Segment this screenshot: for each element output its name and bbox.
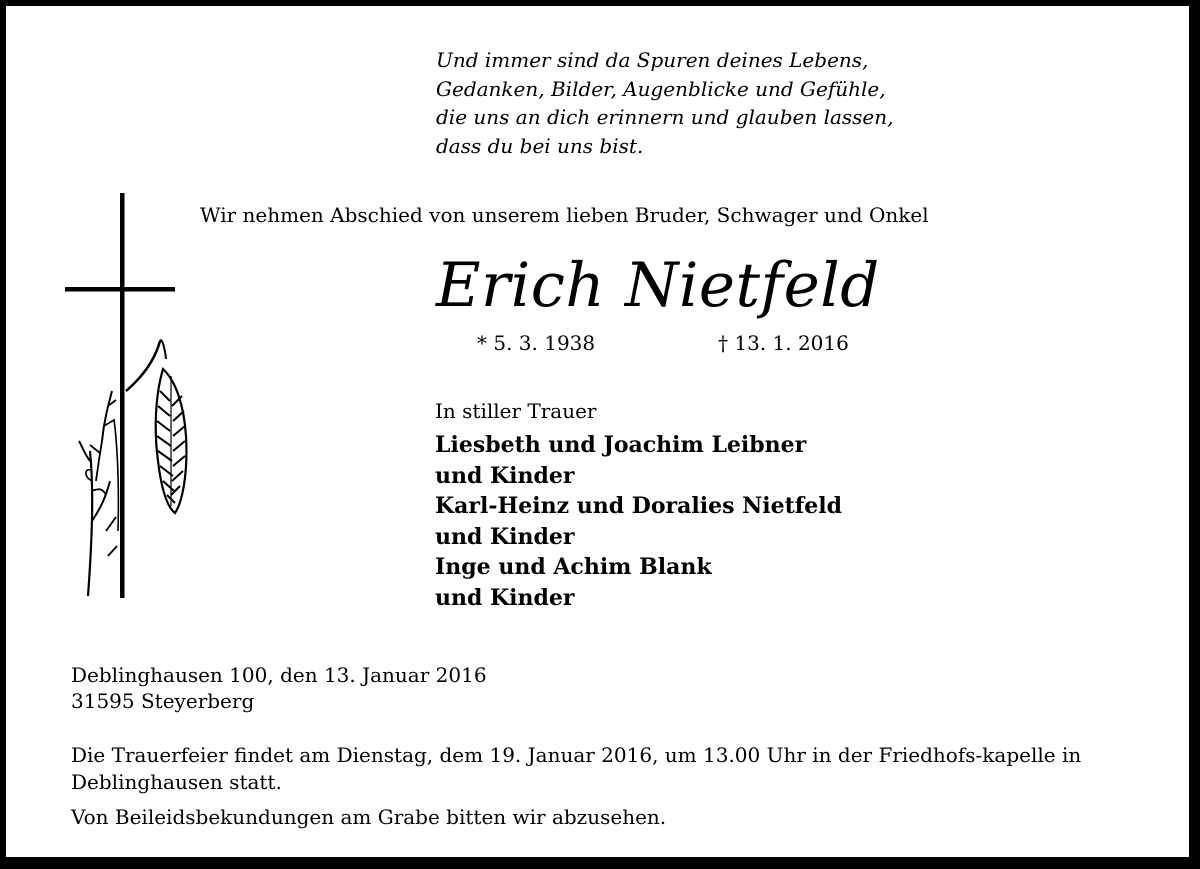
address-block: [71, 662, 487, 714]
intro-text: Wir nehmen Abschied von unserem lieben Bruder, Schwager und Onkel: [200, 203, 929, 227]
death-date: † 13. 1. 2016: [718, 331, 849, 355]
poem-line: dass du bei uns bist.: [436, 133, 644, 158]
birth-date: * 5. 3. 1938: [477, 331, 596, 355]
poem: [436, 46, 894, 160]
mourning-label: In stiller Trauer: [435, 399, 597, 423]
cross-with-wheat-icon: [62, 191, 192, 601]
mourners-list: [435, 430, 842, 614]
poem-line: die uns an dich erinnern und glauben lassen,: [436, 105, 894, 129]
mourner-line: Liesbeth und Joachim Leibner: [435, 432, 807, 458]
mourner-line: und Kinder: [435, 462, 575, 489]
poem-line: Gedanken, Bilder, Augenblicke und Gefühle,: [436, 76, 886, 101]
mourner-line: und Kinder: [435, 523, 575, 550]
condolence-notice: Von Beileidsbekundungen am Grabe bitten wir abzusehen.: [71, 805, 667, 829]
poem-line: Und immer sind da Spuren deines Lebens,: [436, 48, 869, 72]
notice-block: [71, 742, 1151, 831]
address-line: Deblinghausen 100, den 13. Januar 2016: [71, 663, 487, 687]
mourner-line: Inge und Achim Blank: [435, 554, 712, 581]
funeral-notice: Die Trauerfeier findet am Dienstag, dem 19. Januar 2016, um 13.00 Uhr in der Friedhofs-kapelle in Deblinghausen statt.: [71, 743, 1082, 794]
obituary-card: [6, 6, 1189, 857]
mourner-line: Karl-Heinz und Doralies Nietfeld: [435, 493, 842, 520]
address-line: 31595 Steyerberg: [71, 689, 255, 713]
deceased-name: Erich Nietfeld: [436, 250, 880, 321]
mourner-line: und Kinder: [435, 584, 575, 611]
